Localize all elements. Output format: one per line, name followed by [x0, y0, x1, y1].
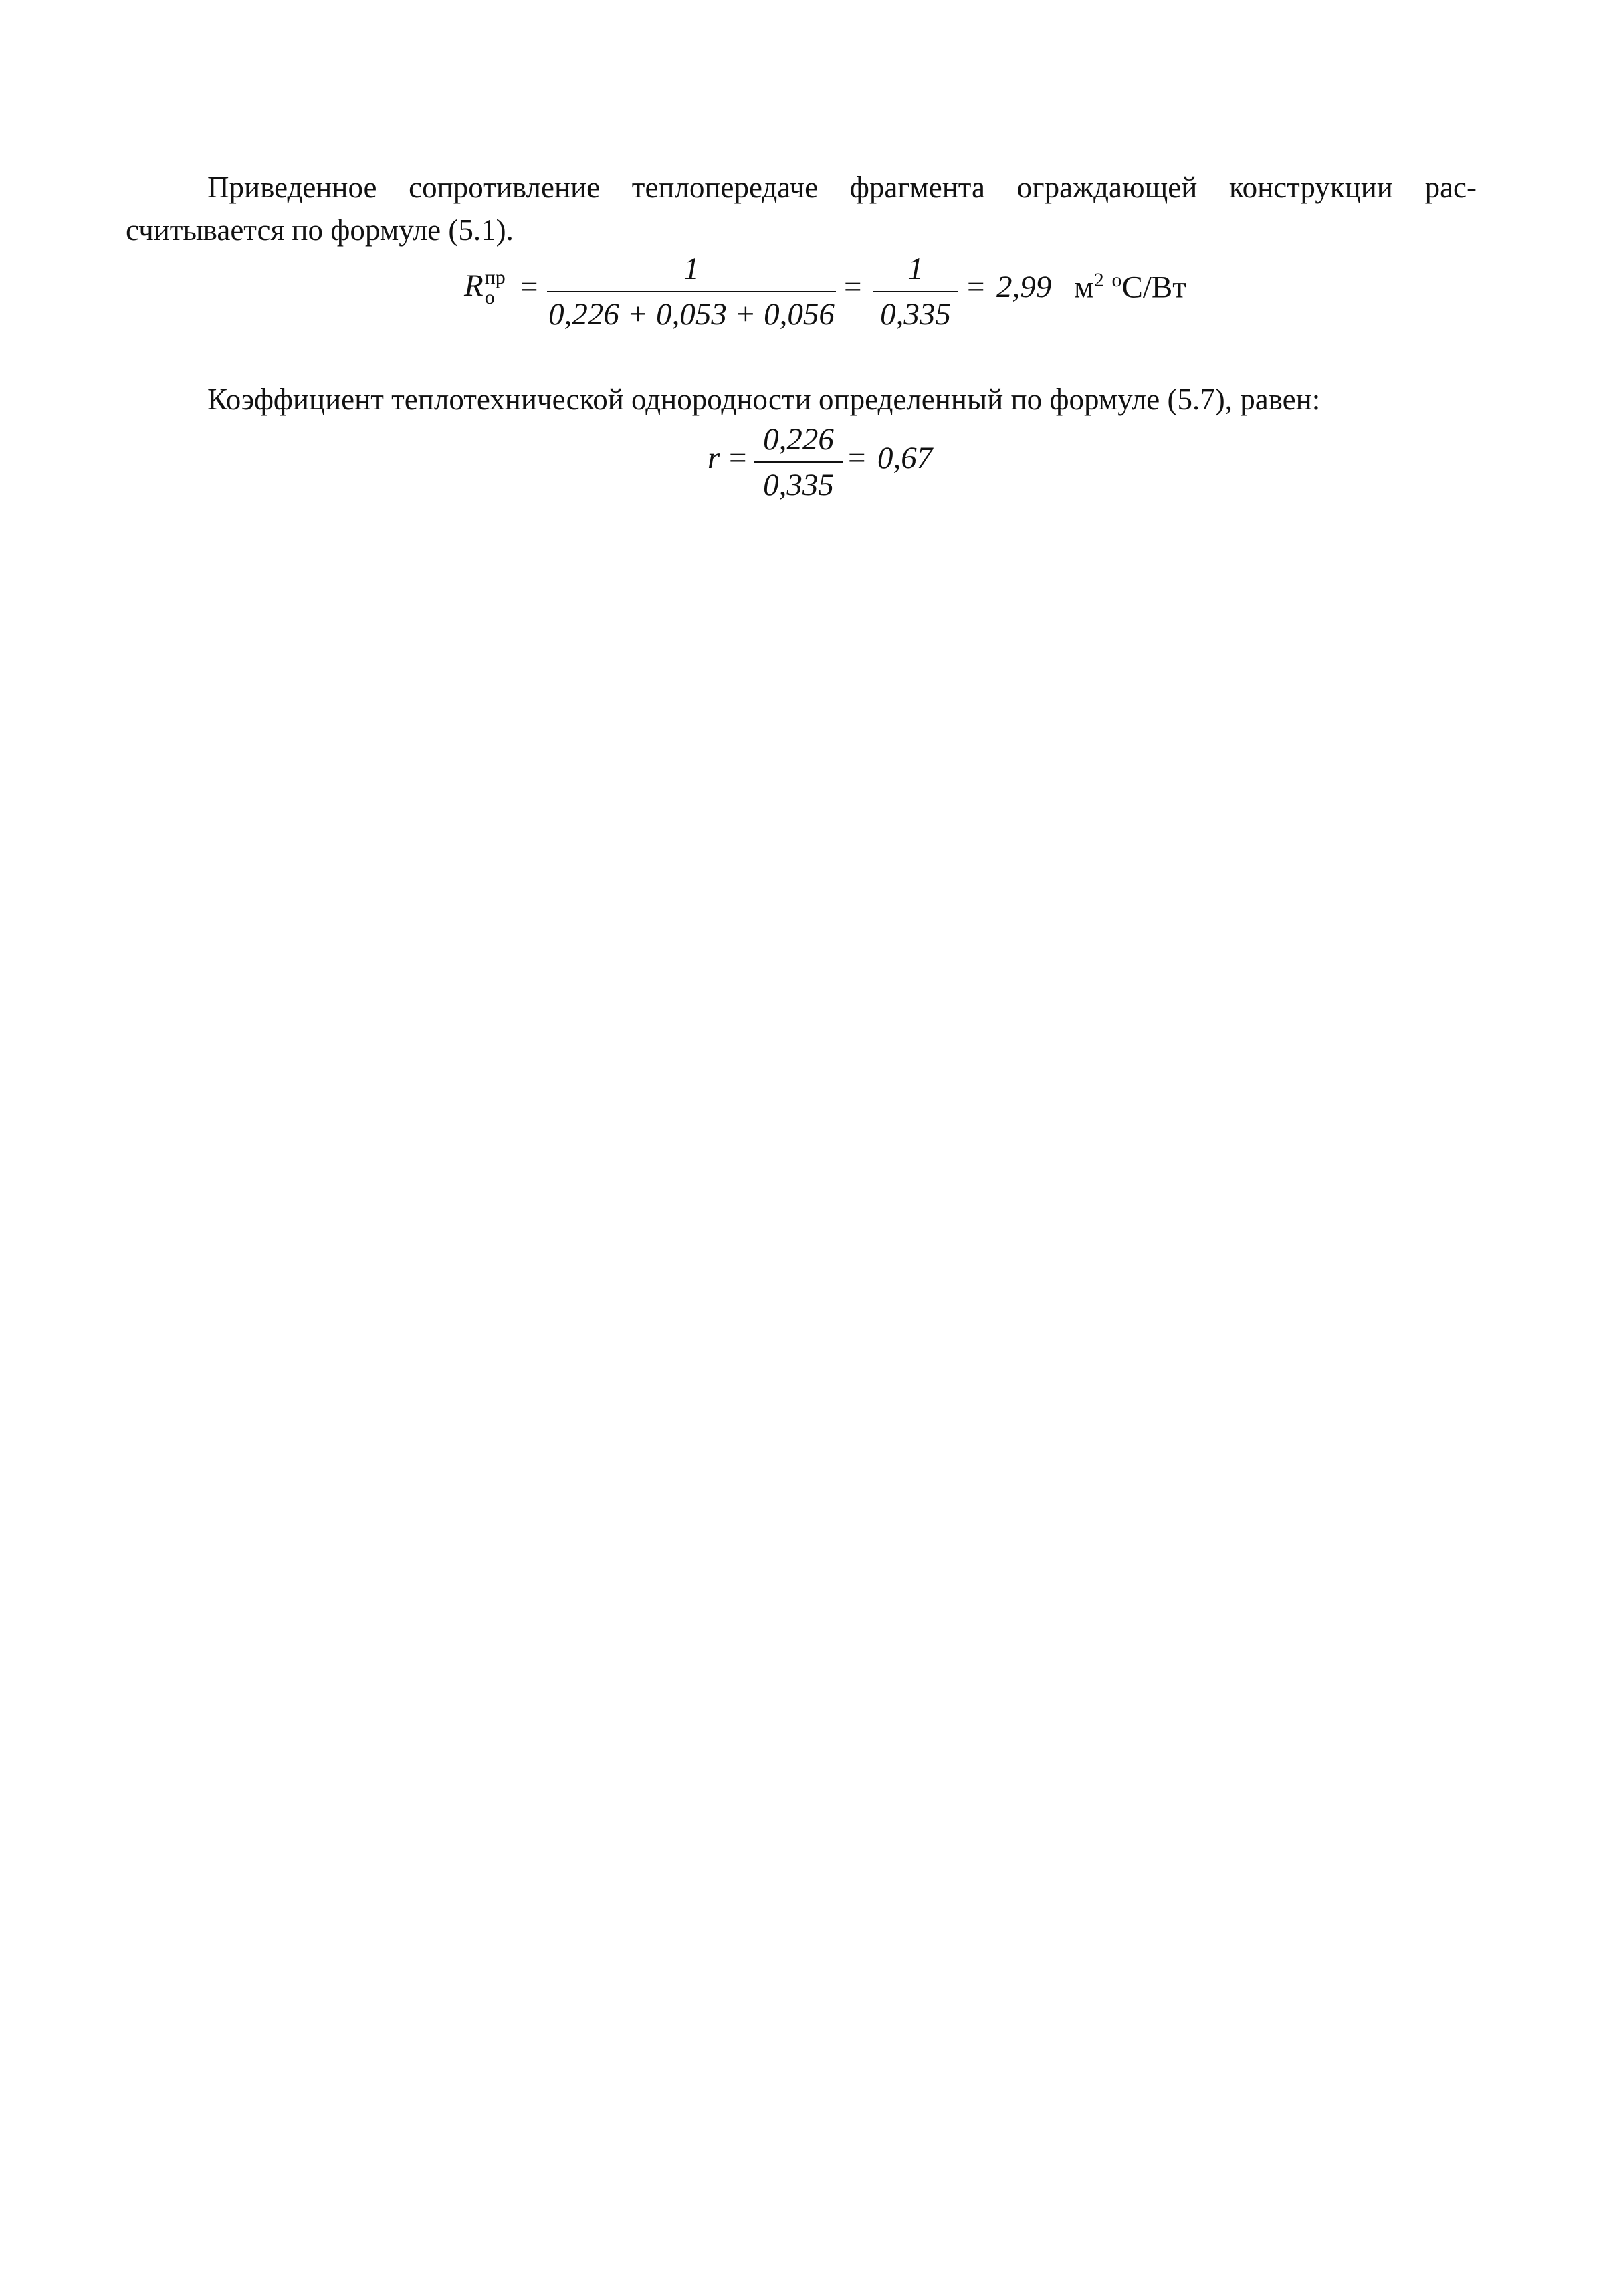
formula-lhs: r [708, 441, 720, 476]
fraction-bar [873, 291, 958, 292]
equals-sign: = [520, 270, 538, 304]
unit-rest: С/Вт [1121, 270, 1186, 305]
lhs-symbol: R [464, 268, 484, 303]
unit-degree: о [1111, 269, 1122, 291]
formula-unit [1074, 269, 1186, 306]
equals-sign: = [729, 441, 747, 476]
fraction [754, 421, 843, 503]
formula-result: 2,99 [996, 270, 1052, 304]
equals-sign: = [844, 270, 862, 304]
fraction-1 [547, 251, 836, 332]
fraction-denominator: 0,335 [880, 297, 951, 332]
paragraph-reduced-resistance [126, 166, 1477, 251]
formula-lhs [464, 266, 510, 308]
fraction-numerator: 1 [683, 251, 700, 286]
formula-result: 0,67 [877, 441, 933, 476]
lhs-subscript: о [484, 286, 495, 308]
unit-exponent: 2 [1093, 269, 1104, 291]
fraction-numerator: 1 [907, 251, 924, 286]
fraction-numerator: 0,226 [763, 422, 834, 457]
fraction-denominator: 0,335 [763, 467, 834, 502]
equals-sign: = [967, 270, 985, 304]
fraction-denominator: 0,226 + 0,053 + 0,056 [548, 297, 835, 332]
unit-m: м [1074, 270, 1094, 305]
equals-sign: = [848, 441, 866, 476]
fraction-bar [754, 461, 843, 463]
fraction-2 [873, 251, 958, 332]
paragraph-uniformity-coefficient [126, 378, 1477, 421]
paragraph-text: Приведенное сопротивление теплопередаче фрагмента ограждающей конструкции рас-считывается по формуле (5.1). [126, 171, 1477, 247]
paragraph-text: Коэффициент теплотехнической однородности определенный по формуле (5.7), равен: [207, 383, 1321, 416]
fraction-bar [547, 291, 836, 292]
lhs-superscript: пр [484, 266, 506, 288]
